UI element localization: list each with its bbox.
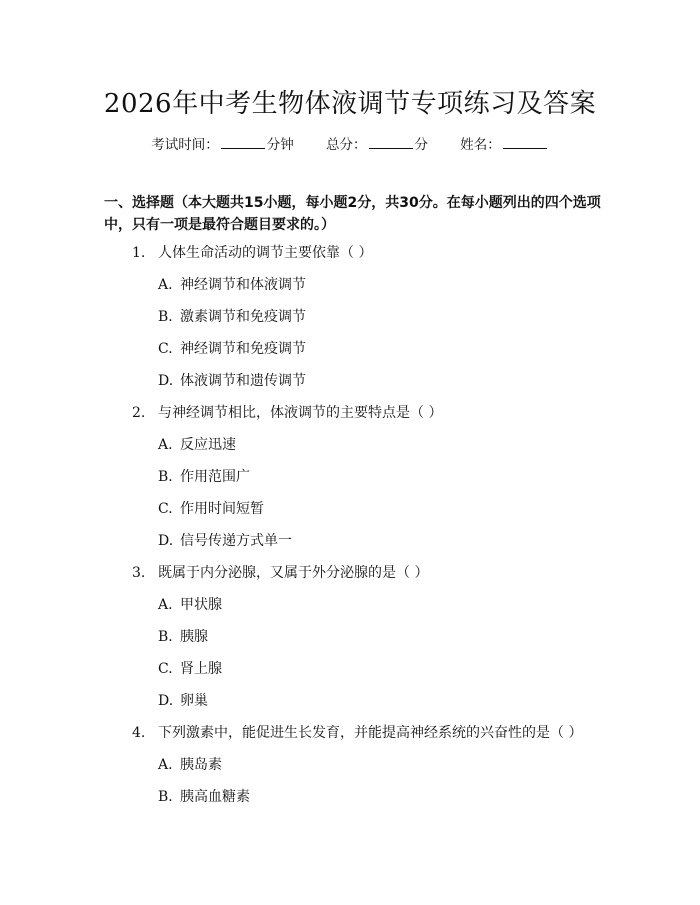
option-text: 作用范围广 <box>180 469 250 485</box>
page-title: 2026年中考生物体液调节专项练习及答案 <box>103 89 597 119</box>
question-text: 人体生命活动的调节主要依靠（ ） <box>158 245 373 261</box>
question-number: 3. <box>132 565 146 581</box>
option-letter: D. <box>158 533 174 549</box>
question-3-option-a <box>158 596 222 614</box>
option-letter: B. <box>158 629 173 645</box>
question-1-option-a <box>158 276 306 294</box>
option-letter: D. <box>158 693 174 709</box>
option-letter: A. <box>158 597 173 613</box>
option-text: 甲状腺 <box>180 597 222 613</box>
option-text: 神经调节和体液调节 <box>180 277 306 293</box>
question-3-option-c <box>158 660 222 678</box>
exam-meta-line <box>0 133 700 153</box>
question-number: 2. <box>132 405 146 421</box>
question-4-option-b <box>158 788 250 806</box>
question-3-option-b <box>158 628 208 646</box>
option-text: 作用时间短暂 <box>180 501 264 517</box>
option-text: 胰高血糖素 <box>180 789 250 805</box>
score-blank <box>369 147 413 149</box>
question-4 <box>132 724 582 742</box>
time-blank <box>221 147 265 149</box>
question-text: 下列激素中，能促进生长发育，并能提高神经系统的兴奋性的是（ ） <box>158 725 583 741</box>
option-text: 反应迅速 <box>180 437 236 453</box>
question-text: 与神经调节相比，体液调节的主要特点是（ ） <box>158 405 443 421</box>
time-label: 考试时间： <box>151 137 219 153</box>
question-2-option-c <box>158 500 264 518</box>
question-2-option-d <box>158 532 292 550</box>
option-letter: B. <box>158 309 173 325</box>
option-letter: C. <box>158 341 173 357</box>
question-2-option-a <box>158 436 236 454</box>
option-letter: C. <box>158 501 173 517</box>
name-blank <box>503 147 547 149</box>
question-4-option-a <box>158 756 222 774</box>
question-1-option-d <box>158 372 306 390</box>
option-text: 胰腺 <box>180 629 208 645</box>
option-letter: A. <box>158 437 173 453</box>
score-field <box>326 133 428 153</box>
question-1 <box>132 244 372 262</box>
option-text: 胰岛素 <box>180 757 222 773</box>
time-field <box>151 133 294 153</box>
option-text: 信号传递方式单一 <box>180 533 292 549</box>
option-letter: D. <box>158 373 174 389</box>
section-heading: 一、选择题（本大题共15小题，每小题2分，共30分。在每小题列出的四个选项中，只有一项是最符合题目要求的。） <box>104 195 601 233</box>
score-label: 总分： <box>326 137 367 153</box>
option-text: 激素调节和免疫调节 <box>180 309 306 325</box>
name-field <box>460 133 549 153</box>
time-unit: 分钟 <box>266 137 294 153</box>
question-number: 4. <box>132 725 146 741</box>
option-letter: C. <box>158 661 173 677</box>
question-text: 既属于内分泌腺，又属于外分泌腺的是（ ） <box>158 565 429 581</box>
name-label: 姓名： <box>460 137 501 153</box>
option-letter: B. <box>158 789 173 805</box>
question-3-option-d <box>158 692 208 710</box>
option-letter: B. <box>158 469 173 485</box>
option-letter: A. <box>158 277 173 293</box>
option-text: 神经调节和免疫调节 <box>180 341 306 357</box>
option-letter: A. <box>158 757 173 773</box>
question-2-option-b <box>158 468 250 486</box>
option-text: 体液调节和遗传调节 <box>180 373 306 389</box>
question-1-option-c <box>158 340 306 358</box>
question-1-option-b <box>158 308 306 326</box>
question-2 <box>132 404 442 422</box>
option-text: 卵巢 <box>180 693 208 709</box>
question-3 <box>132 564 428 582</box>
option-text: 肾上腺 <box>180 661 222 677</box>
question-number: 1. <box>132 245 146 261</box>
score-unit: 分 <box>414 137 428 153</box>
